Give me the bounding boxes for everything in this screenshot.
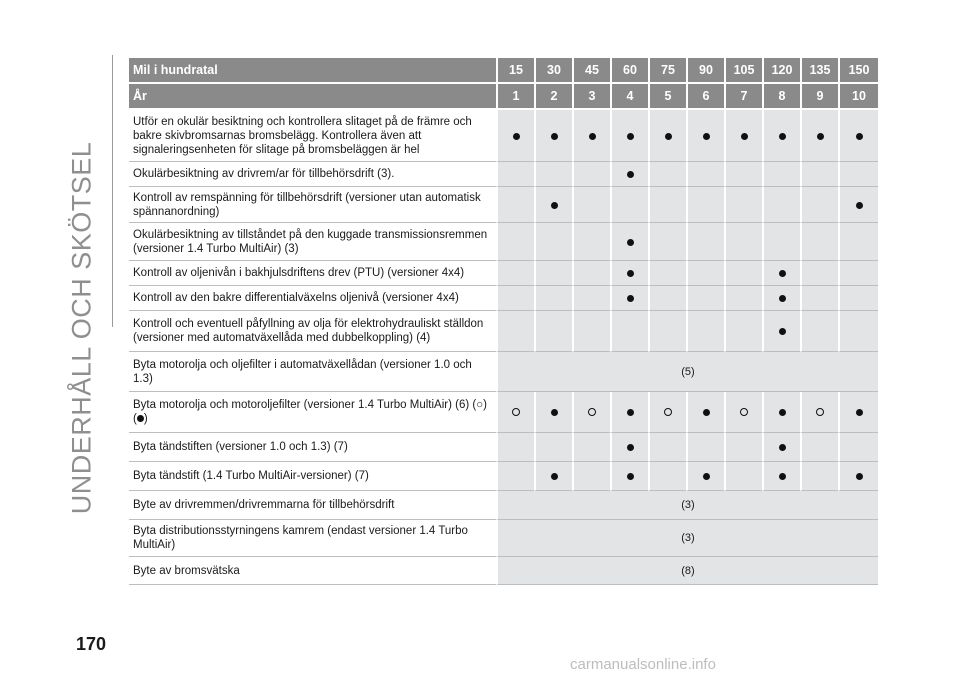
interval-cell — [648, 261, 686, 286]
interval-cell — [800, 392, 838, 433]
table-row — [129, 433, 878, 462]
row-description — [129, 462, 496, 491]
row-legend-suffix: ) — [143, 413, 148, 425]
header-year-3: 4 — [610, 84, 648, 110]
interval-cell — [648, 311, 686, 352]
interval-cell — [610, 110, 648, 162]
filled-dot-icon — [551, 133, 558, 140]
row-description — [129, 433, 496, 462]
interval-cell — [610, 261, 648, 286]
interval-cell — [838, 311, 878, 352]
interval-cell — [838, 223, 878, 261]
interval-cell — [686, 110, 724, 162]
table-row — [129, 110, 878, 162]
interval-cell — [838, 286, 878, 311]
interval-cell — [838, 110, 878, 162]
filled-dot-icon — [627, 133, 634, 140]
interval-cell — [648, 462, 686, 491]
maintenance-table — [129, 58, 878, 585]
interval-cell — [686, 462, 724, 491]
interval-cell — [724, 462, 762, 491]
interval-cell — [838, 261, 878, 286]
interval-cell — [686, 286, 724, 311]
interval-cell — [572, 162, 610, 187]
row-legend-prefix: (○) ( — [133, 399, 487, 425]
section-divider — [112, 55, 113, 327]
row-description — [129, 187, 496, 223]
filled-dot-icon — [551, 202, 558, 209]
interval-cell — [648, 187, 686, 223]
row-description-text: Byta distributionsstyrningens kamrem (endast versioner 1.4 Turbo MultiAir) — [133, 525, 468, 551]
table-row — [129, 491, 878, 520]
row-description-text: Byta tändstiften (versioner 1.0 och 1.3) (7) — [133, 441, 348, 453]
interval-cell — [496, 187, 534, 223]
header-mil-2: 45 — [572, 58, 610, 84]
interval-cell — [496, 286, 534, 311]
interval-cell — [534, 462, 572, 491]
interval-cell — [610, 223, 648, 261]
interval-cell — [800, 261, 838, 286]
interval-cell — [496, 311, 534, 352]
header-year-5: 6 — [686, 84, 724, 110]
row-description — [129, 520, 496, 557]
header-mil-3: 60 — [610, 58, 648, 84]
interval-cell — [724, 261, 762, 286]
row-description — [129, 491, 496, 520]
filled-dot-icon — [627, 295, 634, 302]
interval-cell — [648, 110, 686, 162]
row-description-text: Okulärbesiktning av drivrem/ar för tillbehörsdrift (3). — [133, 168, 395, 180]
row-description-text: Kontroll av oljenivån i bakhjulsdriftens drev (PTU) (versioner 4x4) — [133, 267, 465, 279]
interval-cell — [534, 223, 572, 261]
header-mil-0: 15 — [496, 58, 534, 84]
filled-dot-icon — [551, 409, 558, 416]
interval-cell — [838, 187, 878, 223]
section-title: UNDERHÅLL OCH SKÖTSEL — [66, 141, 97, 515]
interval-cell — [800, 311, 838, 352]
interval-cell — [610, 392, 648, 433]
hollow-circle-icon — [664, 408, 672, 416]
interval-cell — [572, 261, 610, 286]
interval-cell — [648, 392, 686, 433]
filled-dot-icon — [627, 270, 634, 277]
row-description-text: Byte av bromsvätska — [133, 564, 240, 577]
interval-cell — [800, 162, 838, 187]
interval-cell — [648, 286, 686, 311]
header-mil-1: 30 — [534, 58, 572, 84]
interval-cell — [610, 433, 648, 462]
interval-cell — [724, 187, 762, 223]
table-row — [129, 223, 878, 261]
interval-cell — [686, 261, 724, 286]
row-note: (5) — [496, 352, 878, 392]
interval-cell — [762, 286, 800, 311]
row-description-text: Kontroll av remspänning för tillbehörsdrift (versioner utan automatisk spännanordning) — [133, 191, 481, 218]
interval-cell — [496, 162, 534, 187]
row-description — [129, 352, 496, 392]
filled-dot-icon — [627, 171, 634, 178]
interval-cell — [800, 110, 838, 162]
header-mil-9: 150 — [838, 58, 878, 84]
interval-cell — [648, 433, 686, 462]
row-description — [129, 311, 496, 352]
interval-cell — [838, 462, 878, 491]
interval-cell — [572, 311, 610, 352]
row-description-text: Kontroll och eventuell påfyllning av olja för elektrohydrauliskt ställdon (versioner med automatväxellåda med dubbelkoppling) (4) — [133, 318, 484, 344]
header-row-mil — [129, 58, 878, 84]
row-description-text: Utför en okulär besiktning och kontrollera slitaget på de främre och bakre skivbromsarnas bromsbelägg. Kontrollera även att signaleringsenheten för slitage på bromsbeläggen är hel — [133, 115, 472, 156]
table-row — [129, 162, 878, 187]
filled-dot-icon — [627, 239, 634, 246]
header-year-9: 10 — [838, 84, 878, 110]
row-description — [129, 162, 496, 187]
interval-cell — [610, 286, 648, 311]
header-mil-6: 105 — [724, 58, 762, 84]
header-row-years — [129, 84, 878, 110]
table-row — [129, 462, 878, 491]
interval-cell — [724, 162, 762, 187]
hollow-circle-icon — [740, 408, 748, 416]
interval-cell — [534, 433, 572, 462]
interval-cell — [762, 110, 800, 162]
interval-cell — [610, 462, 648, 491]
filled-dot-icon — [513, 133, 520, 140]
filled-dot-icon — [589, 133, 596, 140]
interval-cell — [572, 433, 610, 462]
interval-cell — [762, 261, 800, 286]
filled-dot-icon — [627, 444, 634, 451]
filled-dot-icon — [779, 409, 786, 416]
filled-dot-icon — [856, 473, 863, 480]
filled-dot-icon — [779, 133, 786, 140]
header-year-6: 7 — [724, 84, 762, 110]
filled-dot-icon — [856, 202, 863, 209]
interval-cell — [534, 261, 572, 286]
row-description-text: Kontroll av den bakre differentialväxelns oljenivå (versioner 4x4) — [133, 292, 459, 304]
interval-cell — [686, 223, 724, 261]
interval-cell — [686, 392, 724, 433]
filled-dot-icon — [627, 473, 634, 480]
table-row — [129, 520, 878, 557]
interval-cell — [838, 392, 878, 433]
header-mil-5: 90 — [686, 58, 724, 84]
filled-dot-icon — [665, 133, 672, 140]
interval-cell — [496, 462, 534, 491]
filled-dot-icon — [551, 473, 558, 480]
interval-cell — [610, 162, 648, 187]
filled-dot-icon — [856, 133, 863, 140]
filled-dot-icon — [779, 270, 786, 277]
filled-dot-icon — [703, 473, 710, 480]
filled-dot-icon — [779, 473, 786, 480]
page-number: 170 — [76, 634, 107, 654]
header-year-7: 8 — [762, 84, 800, 110]
interval-cell — [724, 110, 762, 162]
row-description — [129, 286, 496, 311]
interval-cell — [838, 162, 878, 187]
interval-cell — [572, 286, 610, 311]
table-row — [129, 261, 878, 286]
table-row — [129, 286, 878, 311]
interval-cell — [724, 392, 762, 433]
interval-cell — [610, 187, 648, 223]
interval-cell — [496, 110, 534, 162]
table-row — [129, 187, 878, 223]
row-note: (3) — [496, 491, 878, 520]
interval-cell — [762, 311, 800, 352]
interval-cell — [762, 162, 800, 187]
interval-cell — [496, 223, 534, 261]
interval-cell — [496, 392, 534, 433]
interval-cell — [534, 162, 572, 187]
interval-cell — [800, 286, 838, 311]
filled-dot-icon — [703, 409, 710, 416]
interval-cell — [572, 187, 610, 223]
row-description-text: Byte av drivremmen/drivremmarna för tillbehörsdrift — [133, 499, 395, 511]
row-description-text: Byta motorolja och motoroljefilter (versioner 1.4 Turbo MultiAir) (6) — [133, 399, 470, 411]
header-mil-8: 135 — [800, 58, 838, 84]
interval-cell — [762, 187, 800, 223]
interval-cell — [648, 223, 686, 261]
interval-cell — [572, 110, 610, 162]
interval-cell — [534, 286, 572, 311]
interval-cell — [800, 462, 838, 491]
table-row — [129, 311, 878, 352]
interval-cell — [800, 223, 838, 261]
header-year-8: 9 — [800, 84, 838, 110]
interval-cell — [800, 187, 838, 223]
interval-cell — [686, 187, 724, 223]
interval-cell — [534, 311, 572, 352]
header-year-2: 3 — [572, 84, 610, 110]
interval-cell — [534, 110, 572, 162]
interval-cell — [724, 311, 762, 352]
filled-dot-icon — [137, 415, 144, 422]
hollow-circle-icon — [816, 408, 824, 416]
filled-dot-icon — [703, 133, 710, 140]
hollow-circle-icon — [588, 408, 596, 416]
interval-cell — [610, 311, 648, 352]
interval-cell — [496, 433, 534, 462]
interval-cell — [724, 433, 762, 462]
interval-cell — [762, 433, 800, 462]
table-row — [129, 352, 878, 392]
footer-watermark: carmanualsonline.info — [570, 656, 716, 673]
interval-cell — [534, 187, 572, 223]
interval-cell — [838, 433, 878, 462]
interval-cell — [572, 223, 610, 261]
header-mil-label: Mil i hundratal — [129, 58, 496, 84]
row-description — [129, 223, 496, 261]
row-description — [129, 261, 496, 286]
header-year-label: År — [129, 84, 496, 110]
row-description — [129, 392, 496, 433]
filled-dot-icon — [779, 444, 786, 451]
table-row — [129, 392, 878, 433]
interval-cell — [572, 462, 610, 491]
header-year-1: 2 — [534, 84, 572, 110]
interval-cell — [648, 162, 686, 187]
filled-dot-icon — [856, 409, 863, 416]
interval-cell — [724, 286, 762, 311]
interval-cell — [762, 462, 800, 491]
interval-cell — [686, 433, 724, 462]
row-description-text: Okulärbesiktning av tillståndet på den kuggade transmissionsremmen (versioner 1.4 Turbo MultiAir) (3) — [133, 228, 488, 255]
hollow-circle-icon — [512, 408, 520, 416]
header-mil-7: 120 — [762, 58, 800, 84]
row-description — [129, 110, 496, 162]
filled-dot-icon — [779, 328, 786, 335]
interval-cell — [496, 261, 534, 286]
interval-cell — [572, 392, 610, 433]
interval-cell — [686, 162, 724, 187]
header-mil-4: 75 — [648, 58, 686, 84]
row-description-text: Byta tändstift (1.4 Turbo MultiAir-versioner) (7) — [133, 470, 369, 482]
interval-cell — [534, 392, 572, 433]
interval-cell — [762, 392, 800, 433]
interval-cell — [686, 311, 724, 352]
interval-cell — [762, 223, 800, 261]
row-description — [129, 557, 496, 585]
row-note: (3) — [496, 520, 878, 557]
filled-dot-icon — [627, 409, 634, 416]
header-year-0: 1 — [496, 84, 534, 110]
interval-cell — [800, 433, 838, 462]
interval-cell — [724, 223, 762, 261]
row-description-text: Byta motorolja och oljefilter i automatväxellådan (versioner 1.0 och 1.3) — [133, 358, 472, 385]
filled-dot-icon — [817, 133, 824, 140]
table-row — [129, 557, 878, 585]
header-year-4: 5 — [648, 84, 686, 110]
filled-dot-icon — [741, 133, 748, 140]
filled-dot-icon — [779, 295, 786, 302]
row-note: (8) — [496, 557, 878, 585]
